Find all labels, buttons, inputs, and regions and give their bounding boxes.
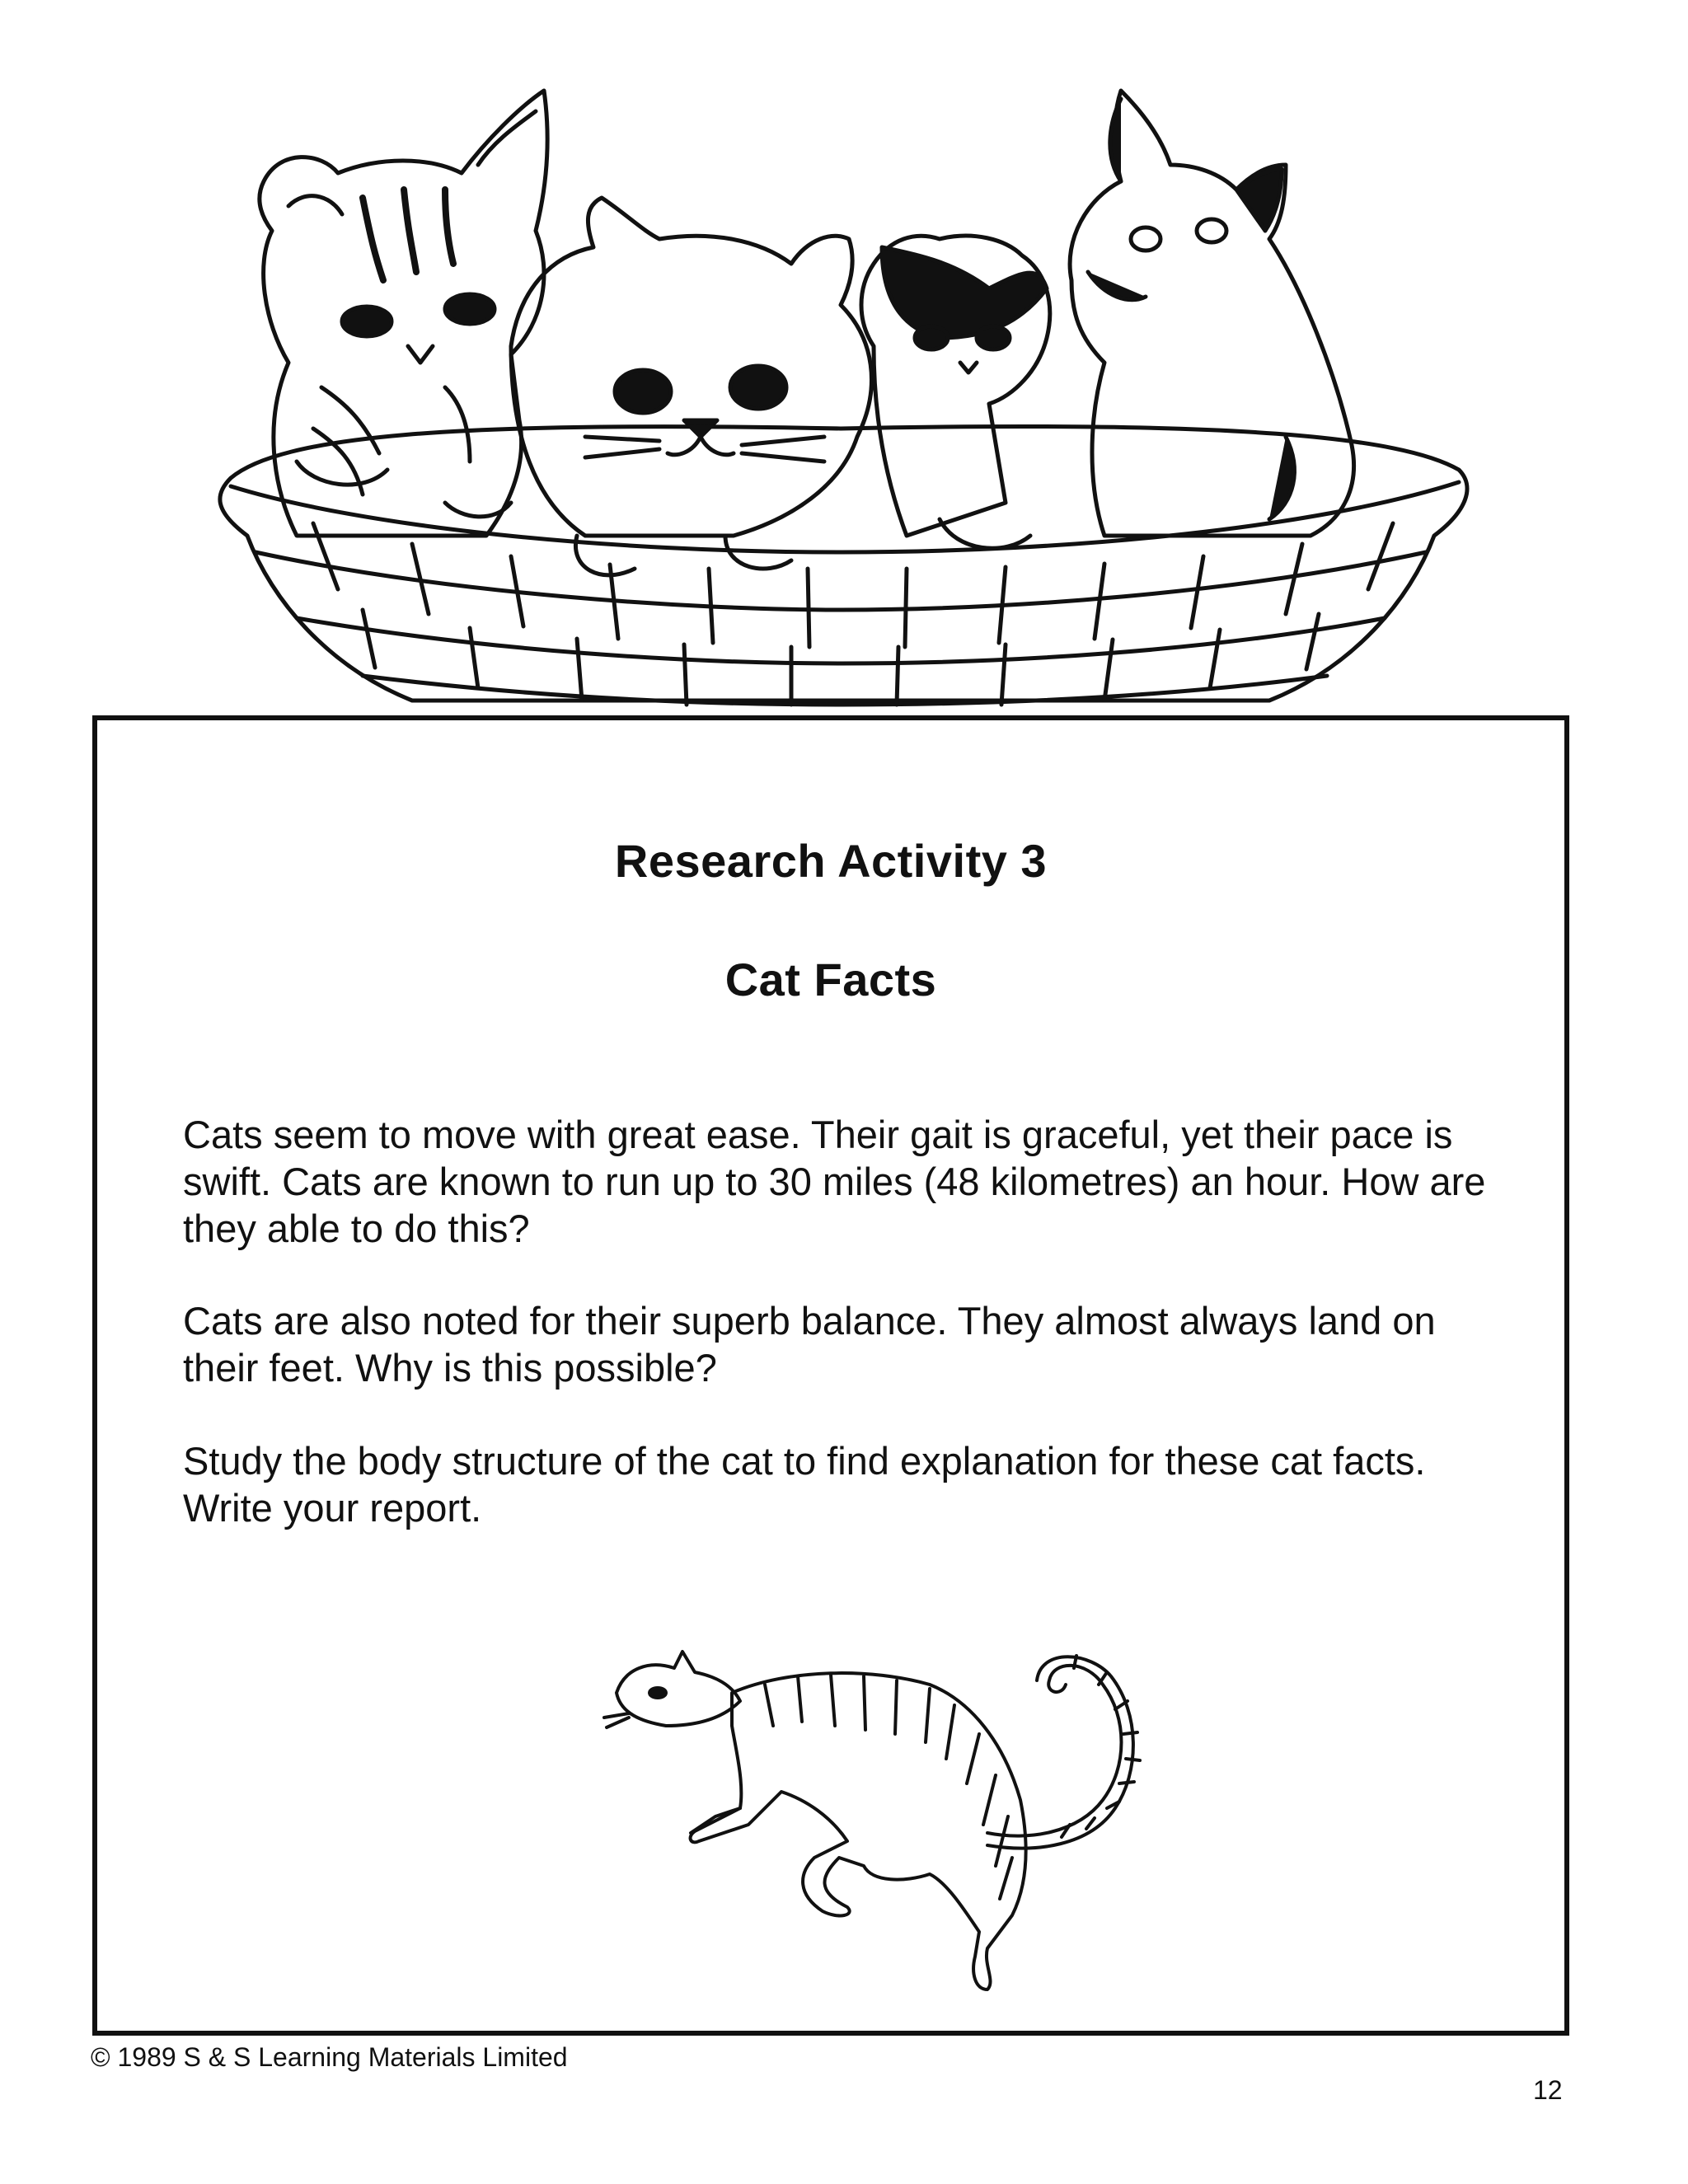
page-number: 12 bbox=[1533, 2075, 1563, 2105]
activity-heading: Research Activity 3 bbox=[614, 835, 1048, 887]
black-white-kitten-drawing bbox=[861, 236, 1050, 548]
activity-frame bbox=[92, 715, 1569, 2036]
siamese-kitten-drawing bbox=[1070, 91, 1353, 536]
leaping-cat-illustration bbox=[600, 1635, 1235, 1998]
paragraph-speed: Cats seem to move with great ease. Their gait is graceful, yet their pace is swift. Cats are known to run up to 30 miles (48 kilometres) an hour. How are they able to do this? bbox=[183, 1113, 1486, 1250]
paragraph-balance: Cats are also noted for their superb balance. They almost always land on their feet. Why is this possible? bbox=[183, 1299, 1436, 1390]
activity-subheading: Cat Facts bbox=[724, 954, 937, 1005]
kittens-in-basket-illustration bbox=[198, 74, 1484, 725]
fluffy-kitten-drawing bbox=[511, 198, 871, 575]
tabby-kitten-drawing bbox=[260, 91, 547, 536]
copyright-notice: © 1989 S & S Learning Materials Limited bbox=[91, 2042, 568, 2072]
paragraph-instructions: Study the body structure of the cat to find explanation for these cat facts. Write your report. bbox=[183, 1439, 1426, 1530]
